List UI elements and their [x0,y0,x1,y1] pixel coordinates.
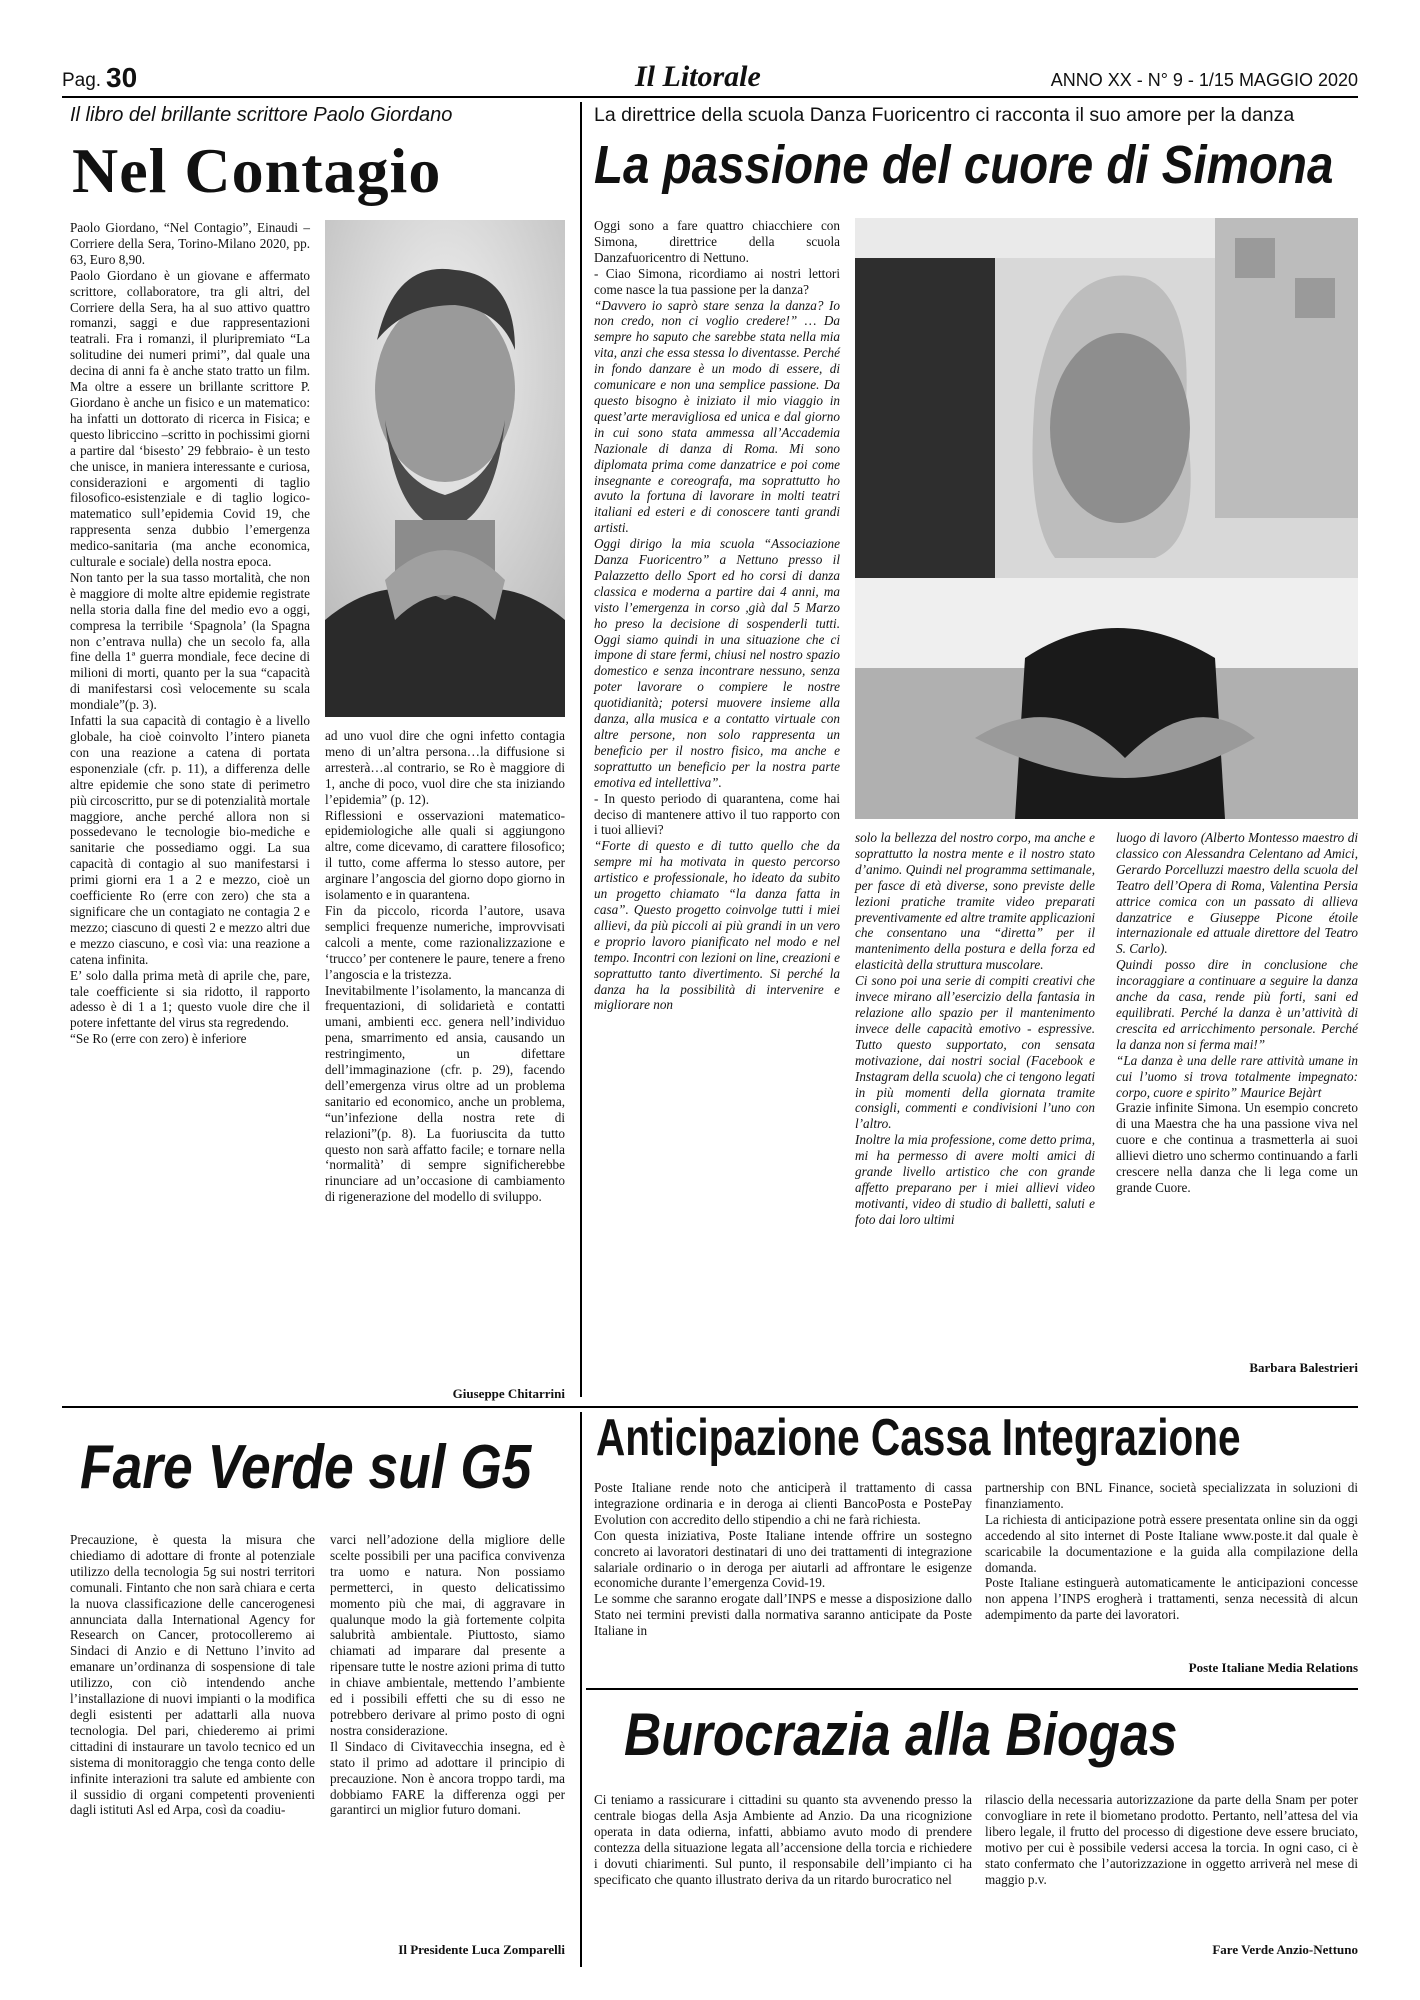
paragraph: rilascio della necessaria autorizzazione da parte della Snam per poter convogliare in rete il biometano prodotto. Pertanto, nell’attesa del via libero legale, il frutto del processo di digestione deve essere bruciato, motivo per cui è possibile vedersi accesa la torcia. In ogni caso, ci è stato confermato che l’autorizzazione in oggetto arriverà nel mese di maggio p.v. [985,1792,1358,1887]
paragraph: Paolo Giordano, “Nel Contagio”, Einaudi – Corriere della Sera, Torino-Milano 2020, pp. 63, Euro 8,90. [70,220,310,267]
article4-col2 [985,1480,1358,1623]
paragraph: “La danza è una delle rare attività umane in cui l’uomo si trova totalmente impegnato: corpo, cuore e spirito” Maurice Bejàrt [1116,1052,1358,1100]
article3-col1 [70,1532,315,1818]
article2-col1 [594,218,840,1013]
paragraph: solo la bellezza del nostro corpo, ma anche e soprattutto la nostra mente e il nostro stato d’animo. Quindi nel programma settimanale, per fasce di età diverse, sono previste delle lezioni pratiche tramite video preparati preventivamente ed altre tramite applicazioni che consentano una “diretta” per il mantenimento della postura e della forza ed elasticità della struttura muscolare. [855,830,1096,973]
masthead-rule [62,96,1358,98]
page-number: 30 [106,62,138,93]
paragraph: Quindi posso dire in conclusione che incoraggiare a continuare a seguire la danza anche da casa, rende più forti, sani ed equilibrati. Perché la danza è un’attività di crescita ed arricchimento personale. Perché la danza non si ferma mai!” [1116,957,1358,1052]
paragraph: Poste Italiane rende noto che anticiperà il trattamento di cassa integrazione ordinaria e in deroga ai clienti BancoPosta e PostePay Evolution con accredito dello stipendio a chi ne farà richiesta. [594,1480,972,1527]
article3-signature: Il Presidente Luca Zomparelli [398,1942,565,1957]
article1-signature: Giuseppe Chitarrini [452,1386,565,1401]
paragraph: Inoltre la mia professione, come detto prima, mi ha permesso di avere molti amici di grande livello artistico che con grande affetto preparano per i miei allievi video motivanti, video di studio di balletti, saluti e foto dai loro ultimi [855,1132,1095,1227]
article4-signature: Poste Italiane Media Relations [1188,1660,1358,1675]
paragraph: Con questa iniziativa, Poste Italiane intende offrire un sostegno concreto ai lavoratori destinatari di uno dei trattamenti di integrazione salariale ordinario o in deroga per aiutarli ad affrontare le esigenze economiche durante l’emergenza Covid-19. [594,1527,972,1591]
paragraph: partnership con BNL Finance, società specializzata in soluzioni di finanziamento. [985,1480,1358,1511]
paragraph: Paolo Giordano è un giovane e affermato scrittore, collaboratore, tra gli altri, del Corriere della Sera, ha al suo attivo quattro romanzi, saggi e due rappresentazioni teatrali. Fra i romanzi, il pluripremiato “La solitudine dei numeri primi”, dal quale una decina di anni fa è anche stato tratto un film. Ma oltre a essere un brillante scrittore P. Giordano è anche un fisico e un matematico: ha infatti un dottorato di ricerca in Fisica; e questo libriccino –scritto in pochissimi giorni a partire dal ‘bisesto’ 29 febbraio- è un testo che unisce, in maniera interessante e curiosa, considerazioni e argomenti di taglio filosofico-esistenziale e di taglio logico-matematico sull’epidemia Covid 19, che rappresenta senza dubbio l’emergenza medico-sanitaria (ma anche economica, culturale e sociale) della nostra epoca. [70,267,310,570]
article5-col1 [594,1792,972,1887]
article1-headline: Nel Contagio [72,135,442,206]
article2-kicker: La direttrice della scuola Danza Fuoricentro ci racconta il suo amore per la danza [594,104,1295,126]
article5-signature: Fare Verde Anzio-Nettuno [1212,1942,1358,1957]
paragraph: luogo di lavoro (Alberto Montesso maestro di classico con Alessandra Celentano ad Amici, Gerardo Porcelluzzi maestro della scuola del Teatro dell’Opera di Roma, Valentina Persia attrice comica con un passato di allieva danzatrice e Giuseppe Picone étoile internazionale ed attuale direttore del Teatro S. Carlo). [1116,830,1358,957]
portrait-man-illustration [325,220,565,717]
paragraph: Ci sono poi una serie di compiti creativi che invece mirano all’esercizio della fantasia in relazione allo spazio per il mantenimento invece delle capacità emotivo - espressive. Tutto questo supportato, con sensata motivazione, dai nostri social (Facebook e Instagram della scuola) che ci tengono legati in più momenti della giornata tramite consigli, commenti e condivisioni l’uno con l’altro. [855,973,1095,1132]
paragraph: “Se Ro (erre con zero) è inferiore [70,1031,247,1047]
article3-headline: Fare Verde sul G5 [80,1433,532,1502]
paragraph: “Davvero io saprò stare senza la danza? Io non credo, non ci voglio credere!” … Da sempre ho saputo che sarebbe stata nella mia vita, anzi che essa stessa lo diventasse. Perché in fondo danzare è un modo di essere, di comunicare e non una semplice passione. Da questo bisogno è iniziato il mio viaggio in quest’arte meravigliosa ed unica e dal giorno in cui sono stata ammessa all’Accademia Nazionale di danza di Roma. Mi sono diplomata prima come danzatrice e poi come insegnante e coreografa, ma soprattutto ho avuto la fortuna di lavorare in molti teatri italiani ed esteri e di conoscere tanti grandi artisti. [594,297,840,536]
paragraph: Le somme che saranno erogate dall’INPS e messe a disposizione dallo Stato nei termini previsti dalla normativa saranno anticipate da Poste Italiane in [594,1591,972,1639]
column-divider [580,102,582,1397]
newspaper-title: Il Litorale [635,60,761,93]
paragraph: Precauzione, è questa la misura che chiediamo di adottare di fronte al potenziale utilizzo della tecnologia 5g sui nostri territori comunali. Fintanto che non sarà chiara e certa la nuova classificazione delle cancerogenesi annunciata dalla International Agency for Research on Cancer, protocolleremo ai Sindaci di Anzio e di Nettuno l’invito ad emanare un’ordinanza di sospensione di tale utilizzo, con ciò intendendo anche l’installazione di nuovi impianti o la modifica degli esistenti per adattarli alla nuova tecnologia. Del pari, chiederemo ai primi cittadini di instaurare un tavolo tecnico ed un sistema di monitoraggio che tenga conto delle infinite interazioni tra salute ed ambiente con il sussidio di organi competenti provenienti dagli istituti Asl ed Arpa, così da coadiu- [70,1532,315,1818]
paragraph: Il Sindaco di Civitavecchia insegna, ed è stato il primo ad adottare il principio di precauzione. Non è ancora troppo tardi, ma dobbiamo FARE la differenza oggi per garantirci un miglior futuro domani. [330,1738,565,1818]
paragraph: Oggi dirigo la mia scuola “Associazione Danza Fuoricentro” a Nettuno presso il Palazzetto dello Sport ed ho corsi di danza classica e moderna a partire dai 4 anni, ma visto l’emergenza in corso ,già dal 5 Marzo ho preso la decisione di sospenderli tutti. Oggi siamo quindi in una situazione che ci impone di stare fermi, chiusi nel nostro spazio domestico e senza incontrare nessuno, senza poter lavorare o compiere le nostre quotidianità; potersi muovere insieme alla danza, alla musica e a contatto virtuale con altre persone, non solo rappresenta un beneficio per il nostro fisico, ma anche e soprattutto un beneficio per la nostra parte emotiva ed intellettiva”. [594,536,840,790]
paragraph: “Forte di questo e di tutto quello che da sempre mi ha motivata in questo percorso artistico e professionale, ho ideato da subito un progetto chiamato “la danza fatta in casa”. Questo progetto coinvolge tutti i miei allievi, da più piccoli ai più grandi in un vero e proprio lavoro pianificato nel modo e nel tempo. Incontri con lezioni on line, creazioni e soprattutto tanto divertimento. Si perché la danza ha la possibilità di intervenire e migliorare non [594,838,840,1013]
article2-headline: La passione del cuore di Simona [594,135,1334,195]
article2-col3 [1116,830,1358,1196]
article3-col2 [330,1532,565,1818]
paragraph: E’ solo dalla prima metà di aprile che, pare, tale coefficiente si sia ridotto, il rapporto adesso è di 1 a 1; questo vuole dire che il potere infettante del virus sta regredendo. [70,967,310,1031]
paragraph: Fin da piccolo, ricorda l’autore, usava semplici frequenze numeriche, improvvisati calcoli a mente, come razionalizzazione e ‘trucco’ per contenere le paure, tenere a freno l’angoscia e la tristezza. [325,902,565,982]
section-rule [586,1688,1358,1690]
paragraph: Oggi sono a fare quattro chiacchiere con Simona, direttrice della scuola Danzafuoricentro di Nettuno. [594,218,840,265]
article5-headline: Burocrazia alla Biogas [624,1701,1178,1768]
page-label: Pag. [62,70,102,91]
article1-kicker: Il libro del brillante scrittore Paolo Giordano [70,104,453,126]
article5-col2 [985,1792,1358,1887]
article4-col1 [594,1480,972,1639]
paragraph: La richiesta di anticipazione potrà essere presentata online sin da oggi accedendo al sito internet di Poste Italiane www.poste.it dal quale è scaricabile la documentazione e la guida alla compilazione della domanda. [985,1511,1358,1575]
simona-photo [855,218,1358,819]
article2-col2 [855,830,1095,1228]
issue-info: ANNO XX - N° 9 - 1/15 MAGGIO 2020 [1050,70,1358,90]
paragraph: ad uno vuol dire che ogni infetto contagia meno di un’altra persona…la diffusione si arresterà…al contrario, se Ro è maggiore di 1, anche di poco, vuol dire che sta iniziando l’epidemia” (p. 12). [325,728,565,807]
paragraph: Non tanto per la sua tasso mortalità, che non è maggiore di molte altre epidemie registrate nella storia dalla fine del medio evo a oggi, compresa la terribile ‘Spagnola’ (la Spagna non c’entrava nulla) che un secolo fa, alla fine della 1ª guerra mondiale, fece decine di milioni di morti, quanto per la sua “capacità di manifestarsi così velocemente su scala mondiale”(p. 3). [70,569,310,713]
paragraph: Inevitabilmente l’isolamento, la mancanza di frequentazioni, di solidarietà e contatti umani, ambienti ecc. genera nell’individuo pena, smarrimento ed ansia, causando un restringimento, un difettare dell’immaginazione (cfr. p. 29), facendo dell’emergenza virus oltre ad un problema sanitario ed economico, anche un problema, “un’infezione della nostra rete di relazioni”(p. 8). La fuoriuscita da tutto questo non sarà affatto facile; e tornare nella ‘normalità’ di sempre significherebbe rinunciare ad un’occasione di cambiamento di rigenerazione del modello di sviluppo. [325,982,565,1205]
paragraph: - Ciao Simona, ricordiamo ai nostri lettori come nasce la tua passione per la danza? [594,265,840,297]
paragraph: Ci teniamo a rassicurare i cittadini su quanto sta avvenendo presso la centrale biogas della Asja Ambiente ad Anzio. Da una ricognizione operata in data odierna, infatti, abbiamo avuto modo di prendere contezza della situazione legata all’accensione della torcia e richiedere i dovuti chiarimenti. Sul punto, il responsabile dell’impianto ci ha specificato che quanto illustrato deriva da un ritardo burocratico nel [594,1792,972,1887]
paragraph: Poste Italiane estinguerà automaticamente le anticipazioni concesse non appena l’INPS erogherà i trattamenti, senza necessità di alcun adempimento da parte dei lavoratori. [985,1575,1358,1623]
article1-col2 [325,728,565,1205]
paragraph: Riflessioni e osservazioni matematico-epidemiologiche alle quali si aggiungono altre, come dicevamo, di carattere filosofico; il tutto, come afferma lo stesso autore, per arginare l’angoscia del giorno dopo giorno in isolamento e in quarantena. [325,807,565,903]
paragraph: Grazie infinite Simona. Un esempio concreto di una Maestra che ha una passione viva nel cuore e che continua a trasmetterla ai suoi allievi dietro uno schermo continuando a farli crescere nella danza che li lega come un grande Cuore. [1116,1100,1358,1195]
paragraph: varci nell’adozione della migliore delle scelte possibili per una pacifica convivenza tra uomo e natura. Non possiamo permetterci, in questo delicatissimo momento più che mai, di aggravare in qualunque modo la già fortemente colpita salubrità ambientale. Piuttosto, siamo chiamati ad imparare dal presente a ripensare tutte le nostre azioni prima di tutto in chiave ambientale, mettendo l’ambiente ed i possibili effetti che su di esso ne potrebbero derivare al primo posto di ogni nostra considerazione. [330,1532,565,1738]
column-divider [580,1412,582,1967]
paragraph: Infatti la sua capacità di contagio è a livello globale, ha cioè coinvolto l’intero pianeta con una reazione a catena di portata esponenziale (cfr. p. 11), a differenza delle altre epidemie che sono state di perimetro più circoscritto, pur se di potenzialità mortale maggiore, anche perché allora non si possedevano le tecnologie bio-mediche e sanitarie che possediamo oggi. La sua capacità di contagio al suo manifestarsi i primi giorni era 1 a 2 e mezzo, cioè un coefficiente Ro (erre con zero) che sta a significare che un contagiato ne contagia 2 e mezzo; ciascuno di questi 2 e mezzo altri due e mezzo ciascuno, e così via: una reazione a catena infinita. [70,713,310,967]
dancer-photo-illustration [855,218,1358,819]
article4-headline: Anticipazione Cassa Integrazione [596,1409,1241,1467]
giordano-photo [325,220,565,717]
article2-signature: Barbara Balestrieri [1249,1360,1358,1375]
article1-col1 [70,220,310,1047]
paragraph: - In questo periodo di quarantena, come hai deciso di mantenere attivo il tuo rapporto con i tuoi allievi? [594,790,840,838]
